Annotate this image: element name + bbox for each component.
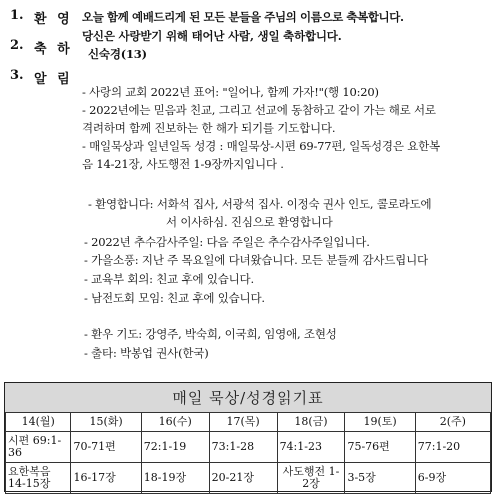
notice-year-line-1: - 2022년에는 믿음과 친교, 그리고 선교에 동참하고 같이 가는 해로 서로 (82, 103, 436, 117)
notice-welcome-line-2: 서 이사하심. 진심으로 환영합니다 (166, 215, 333, 229)
reading-cell: 20-21장 (209, 463, 277, 494)
reading-cell: 3-5장 (345, 463, 415, 494)
notice-prayer: - 환우 기도: 강영주, 박숙희, 이국희, 임영애, 조현성 (84, 327, 337, 341)
section-2-title: 축 하 (34, 42, 73, 57)
notice-year-line-2: 격려하며 함께 진보하는 한 해가 되기를 기도합니다. (82, 121, 336, 135)
section-2-number: 2. (10, 38, 24, 53)
meditation-cell: 72:1-19 (141, 432, 209, 463)
day-header: 14(월) (6, 413, 71, 432)
day-header: 19(토) (345, 413, 415, 432)
meditation-cell: 시편 69:1-36 (6, 432, 71, 463)
notice-welcome-line-1: - 환영합니다: 서화석 집사, 서광석 집사. 이정숙 권사 인도, 콜로라도에 (88, 197, 432, 211)
meditation-cell: 74:1-23 (277, 432, 345, 463)
day-header: 17(목) (209, 413, 277, 432)
reading-schedule (4, 382, 492, 492)
birthday-text: 당신은 사랑받기 위해 태어난 사람, 생일 축하합니다. (82, 29, 342, 43)
day-header: 16(수) (141, 413, 209, 432)
schedule-table (5, 412, 491, 494)
day-header: 2(주) (415, 413, 490, 432)
schedule-meditation-row (6, 432, 491, 463)
notice-mens-meeting: - 남전도회 모임: 친교 후에 있습니다. (84, 291, 265, 305)
section-3-title: 알 림 (34, 72, 73, 87)
birthday-name: 신숙경(13) (88, 47, 147, 61)
meditation-cell: 77:1-20 (415, 432, 490, 463)
notice-bible-line-1: - 매일묵상과 일년일독 성경 : 매일묵상-시편 69-77편, 일독성경은 요한복 (82, 139, 440, 153)
day-header: 18(금) (277, 413, 345, 432)
section-1-number: 1. (10, 8, 24, 23)
meditation-cell: 73:1-28 (209, 432, 277, 463)
schedule-reading-row (6, 463, 491, 494)
notice-thanksgiving: - 2022년 추수감사주일: 다음 주일은 추수감사주일입니다. (84, 235, 370, 249)
reading-cell: 6-9장 (415, 463, 490, 494)
reading-cell: 16-17장 (71, 463, 141, 494)
notice-education-meeting: - 교육부 회의: 친교 후에 있습니다. (84, 272, 254, 286)
notice-travel: - 출타: 박봉업 권사(한국) (84, 346, 209, 360)
reading-cell: 요한복음 14-15장 (6, 463, 71, 494)
section-3-number: 3. (10, 68, 24, 83)
reading-cell: 사도행전 1-2장 (277, 463, 345, 494)
notice-motto: - 사랑의 교회 2022년 표어: "일어나, 함께 가자!"(행 10:20) (82, 85, 379, 99)
schedule-days-row (6, 413, 491, 432)
day-header: 15(화) (71, 413, 141, 432)
meditation-cell: 75-76편 (345, 432, 415, 463)
meditation-cell: 70-71편 (71, 432, 141, 463)
welcome-text: 오늘 함께 예배드리게 된 모든 분들을 주님의 이름으로 축복합니다. (82, 10, 404, 24)
notice-fall-picnic: - 가을소풍: 지난 주 목요일에 다녀왔습니다. 모든 분들께 감사드립니다 (84, 253, 428, 267)
reading-cell: 18-19장 (141, 463, 209, 494)
schedule-title: 매일 묵상/성경읽기표 (5, 383, 491, 413)
notice-bible-line-2: 음 14-21장, 사도행전 1-9장까지입니다 . (82, 157, 284, 171)
section-1-title: 환 영 (34, 12, 73, 27)
